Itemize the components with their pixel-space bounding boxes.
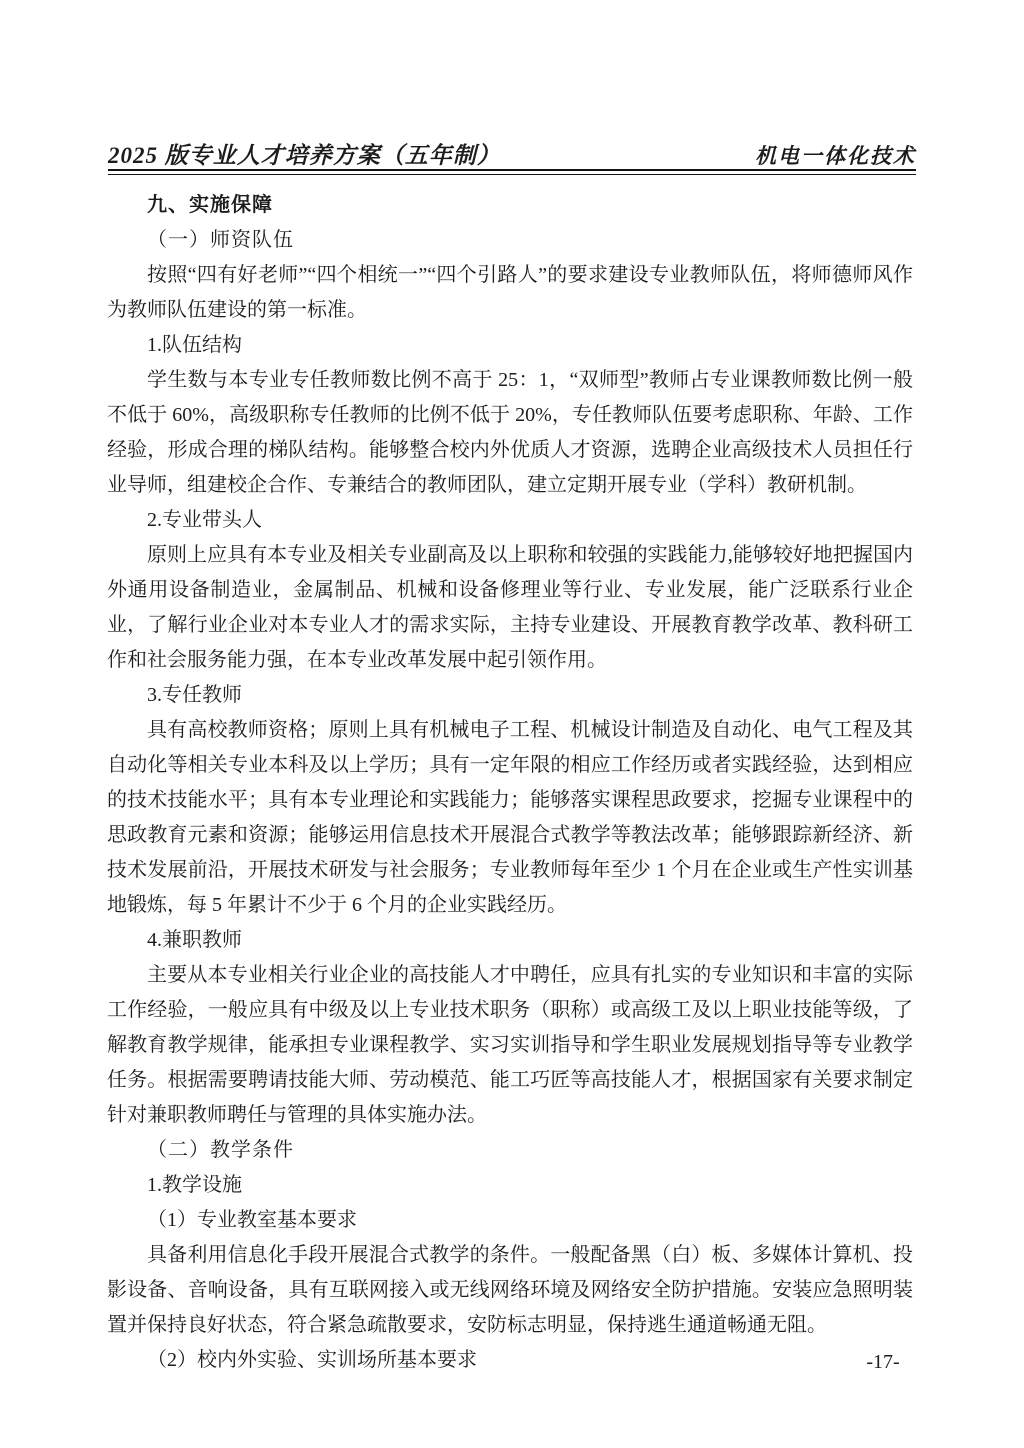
page-header xyxy=(108,137,916,170)
page-number: -17- xyxy=(866,1351,900,1373)
paragraph-parttime-teachers: 主要从本专业相关行业企业的高技能人才中聘任，应具有扎实的专业知识和丰富的实际工作经验，一般应具有中级及以上专业技术职务（职称）或高级工及以上职业技能等级，了解教育教学规律，能承担专业课程教学、实习实训指导和学生职业发展规划指导等专业教学任务。根据需要聘请技能大师、劳动模范、能工巧匠等高技能人才，根据国家有关要求制定针对兼职教师聘任与管理的具体实施办法。 xyxy=(107,964,913,1126)
subheading-classroom-requirements: （1）专业教室基本要求 xyxy=(147,1209,357,1231)
header-left-title: 2025 版专业人才培养方案（五年制） xyxy=(108,143,501,168)
paragraph-team-structure: 学生数与本专业专任教师数比例不高于 25：1，“双师型”教师占专业课教师数比例一般不低于 60%，高级职称专任教师的比例不低于 20%，专任教师队伍要考虑职称、年龄、工作经验，形成合理的梯队结构。能够整合校内外优质人才资源，选聘企业高级技术人员担任行业导师，组建校企合作、专兼结合的教师团队，建立定期开展专业（学科）教研机制。 xyxy=(107,369,913,496)
subheading-teaching-facilities: 1.教学设施 xyxy=(147,1174,242,1196)
paragraph-fulltime-teachers: 具有高校教师资格；原则上具有机械电子工程、机械设计制造及自动化、电气工程及其自动化等相关专业本科及以上学历；具有一定年限的相应工作经历或者实践经验，达到相应的技术技能水平；具有本专业理论和实践能力；能够落实课程思政要求，挖掘专业课程中的思政教育元素和资源；能够运用信息技术开展混合式教学等教法改革；能够跟踪新经济、新技术发展前沿，开展技术研发与社会服务；专业教师每年至少 1 个月在企业或生产性实训基地锻炼，每 5 年累计不少于 6 个月的企业实践经历。 xyxy=(107,719,913,916)
heading-teaching-staff: （一）师资队伍 xyxy=(147,229,294,251)
subheading-fulltime-teachers: 3.专任教师 xyxy=(147,684,242,706)
heading-section-9-implementation-guarantee: 九、实施保障 xyxy=(147,194,273,216)
header-right-title: 机电一体化技术 xyxy=(755,144,916,168)
paragraph-staff-standard: 按照“四有好老师”“四个相统一”“四个引路人”的要求建设专业教师队伍，将师德师风作为教师队伍建设的第一标准。 xyxy=(107,264,913,321)
subheading-training-site-requirements: （2）校内外实验、实训场所基本要求 xyxy=(147,1349,477,1371)
document-body xyxy=(107,188,913,1378)
subheading-team-structure: 1.队伍结构 xyxy=(147,334,242,356)
subheading-parttime-teachers: 4.兼职教师 xyxy=(147,929,242,951)
header-double-rule xyxy=(108,169,916,175)
paragraph-classroom-requirements: 具备利用信息化手段开展混合式教学的条件。一般配备黑（白）板、多媒体计算机、投影设备、音响设备，具有互联网接入或无线网络环境及网络安全防护措施。安装应急照明装置并保持良好状态，符合紧急疏散要求，安防标志明显，保持逃生通道畅通无阻。 xyxy=(107,1244,913,1336)
paragraph-specialty-leader: 原则上应具有本专业及相关专业副高及以上职称和较强的实践能力,能够较好地把握国内外通用设备制造业，金属制品、机械和设备修理业等行业、专业发展，能广泛联系行业企业，了解行业企业对本专业人才的需求实际，主持专业建设、开展教育教学改革、教科研工作和社会服务能力强，在本专业改革发展中起引领作用。 xyxy=(107,544,913,671)
subheading-specialty-leader: 2.专业带头人 xyxy=(147,509,262,531)
heading-teaching-conditions: （二）教学条件 xyxy=(147,1139,294,1161)
